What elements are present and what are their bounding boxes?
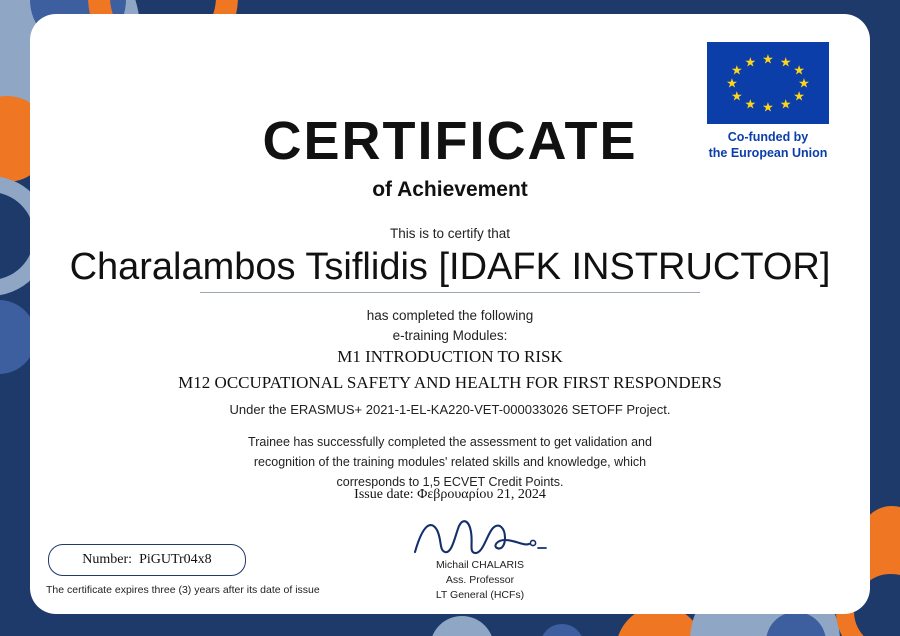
eu-caption-line-2: the European Union bbox=[708, 145, 828, 160]
certificate-subtitle: of Achievement bbox=[372, 178, 528, 201]
eu-flag-icon: ★ ★ ★ ★ ★ ★ ★ ★ ★ ★ ★ ★ bbox=[707, 42, 829, 124]
recipient-name: Charalambos Tsiflidis [IDAFK INSTRUCTOR] bbox=[69, 246, 831, 288]
certificate-number-value: PiGUTr04x8 bbox=[139, 552, 212, 567]
certificate-card bbox=[30, 14, 870, 614]
certificate-number-label: Number: bbox=[82, 552, 133, 567]
signature-role: Ass. Professor bbox=[445, 574, 515, 587]
decorative-circle bbox=[766, 612, 826, 636]
assessment-text bbox=[30, 432, 870, 492]
assessment-line-3: corresponds to 1,5 ECVET Credit Points. bbox=[336, 475, 564, 489]
issue-date: Issue date: Φεβρουαρίου 21, 2024 bbox=[354, 487, 546, 502]
signature-name: Michail CHALARIS bbox=[435, 559, 525, 571]
certify-line: This is to certify that bbox=[389, 226, 511, 241]
completed-line-2: e-training Modules: bbox=[392, 327, 508, 343]
signature-icon bbox=[405, 514, 555, 558]
assessment-line-1: Trainee has successfully completed the assessment to get validation and bbox=[248, 435, 652, 449]
completed-lines bbox=[30, 306, 870, 345]
project-line: Under the ERASMUS+ 2021-1-EL-KA220-VET-000033026 SETOFF Project. bbox=[229, 402, 671, 417]
completed-line-1: has completed the following bbox=[366, 308, 534, 323]
certificate-number-box bbox=[48, 544, 246, 576]
signature-block bbox=[375, 514, 585, 604]
eu-caption-line-1: Co-funded by bbox=[727, 130, 809, 144]
modules-list bbox=[30, 344, 870, 397]
module-item: M1 INTRODUCTION TO RISK bbox=[337, 347, 563, 366]
decorative-circle bbox=[540, 624, 584, 636]
decorative-circle bbox=[430, 616, 494, 636]
signature-rank: LT General (HCFs) bbox=[435, 589, 525, 602]
certificate-title: CERTIFICATE bbox=[262, 111, 638, 171]
module-item: M12 OCCUPATIONAL SAFETY AND HEALTH FOR FIRST RESPONDERS bbox=[178, 373, 722, 393]
expiry-note: The certificate expires three (3) years after its date of issue bbox=[46, 584, 320, 596]
assessment-line-2: recognition of the training modules' related skills and knowledge, which bbox=[253, 455, 647, 469]
recipient-underline bbox=[200, 292, 700, 293]
